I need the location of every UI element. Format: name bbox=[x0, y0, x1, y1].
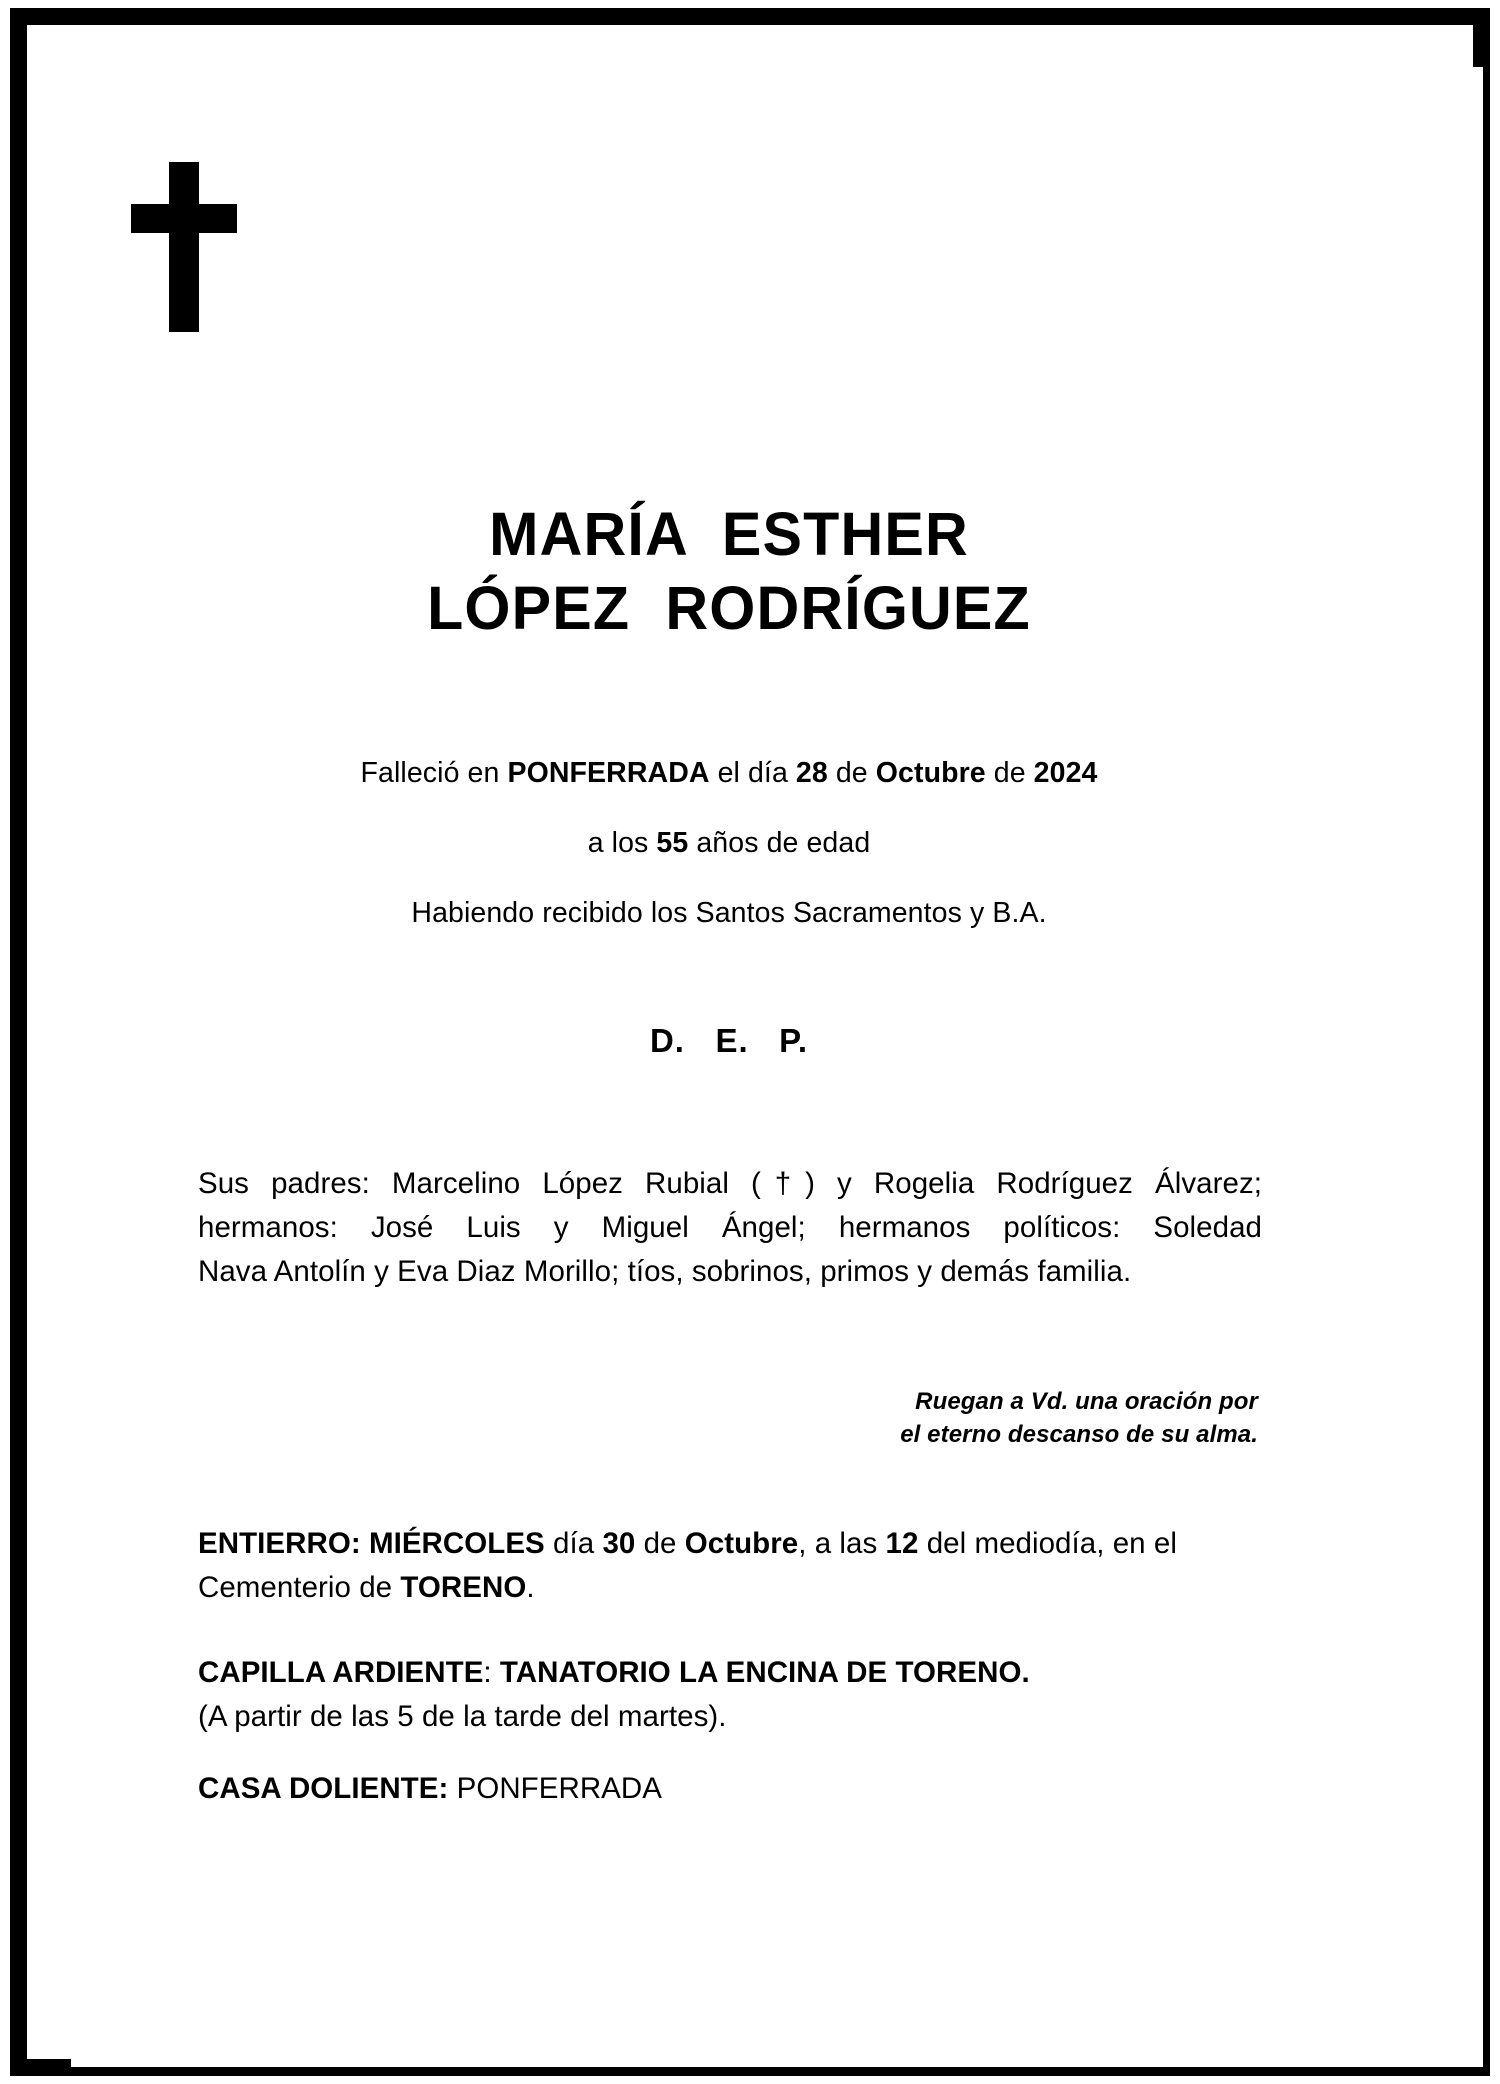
prayer-request bbox=[194, 1385, 1258, 1451]
mourning-house bbox=[198, 1767, 1262, 1811]
death-month: Octubre bbox=[875, 757, 986, 789]
death-of: de bbox=[827, 757, 876, 789]
family-paragraph bbox=[198, 1162, 1262, 1294]
death-line bbox=[194, 755, 1264, 791]
wake-details bbox=[198, 1651, 1262, 1739]
burial-weekday: MIÉRCOLES bbox=[368, 1527, 545, 1560]
burial-time-suffix: del mediodía, en el bbox=[918, 1527, 1177, 1560]
death-prefix: Falleció en bbox=[360, 757, 508, 789]
wake-separator: : bbox=[483, 1656, 500, 1689]
burial-place-prefix: Cementerio de bbox=[198, 1571, 401, 1604]
prayer-line-2: el eterno descanso de su alma. bbox=[900, 1421, 1258, 1448]
death-mid: el día bbox=[709, 757, 796, 789]
deceased-given-names: MARÍA ESTHER bbox=[489, 500, 969, 568]
deceased-surnames: LÓPEZ RODRÍGUEZ bbox=[427, 574, 1031, 642]
burial-place: TORENO bbox=[400, 1571, 527, 1604]
wake-note: (A partir de las 5 de la tarde del martes). bbox=[198, 1700, 727, 1733]
age-line bbox=[194, 825, 1264, 861]
death-day: 28 bbox=[795, 757, 828, 789]
sacraments-line: Habiendo recibido los Santos Sacramentos y B.A. bbox=[411, 897, 1047, 929]
death-year: 2024 bbox=[1033, 757, 1098, 789]
age-suffix: años de edad bbox=[688, 827, 871, 859]
mourning-house-label: CASA DOLIENTE: bbox=[198, 1772, 449, 1805]
notice-sheet bbox=[71, 67, 1483, 2067]
burial-of: de bbox=[635, 1527, 685, 1560]
mourning-house-value: PONFERRADA bbox=[448, 1772, 662, 1805]
page-border-frame bbox=[10, 8, 1490, 2076]
dep-abbreviation: D. E. P. bbox=[649, 1022, 809, 1059]
prayer-line-1: Ruegan a Vd. una oración por bbox=[915, 1388, 1258, 1415]
cross-horizontal-bar bbox=[131, 204, 237, 233]
wake-venue-line bbox=[198, 1651, 1262, 1695]
cross-vertical-bar bbox=[169, 162, 199, 332]
burial-label: ENTIERRO: bbox=[198, 1527, 369, 1560]
burial-time-prefix: , a las bbox=[798, 1527, 886, 1560]
wake-venue: TANATORIO LA ENCINA DE TORENO. bbox=[499, 1656, 1030, 1689]
age-value: 55 bbox=[656, 827, 689, 859]
burial-day: 30 bbox=[602, 1527, 636, 1560]
wake-label: CAPILLA ARDIENTE bbox=[198, 1656, 484, 1689]
death-place: PONFERRADA bbox=[507, 757, 710, 789]
death-of2: de bbox=[985, 757, 1034, 789]
age-prefix: a los bbox=[587, 827, 657, 859]
deceased-name bbox=[194, 497, 1264, 645]
burial-place-suffix: . bbox=[526, 1571, 535, 1604]
burial-month: Octubre bbox=[684, 1527, 799, 1560]
burial-details bbox=[198, 1522, 1262, 1610]
family-line-2: hermanos: José Luis y Miguel Ángel; hermanos políticos: Soledad bbox=[198, 1211, 1262, 1244]
latin-cross-icon bbox=[124, 162, 244, 332]
family-line-3: Nava Antolín y Eva Diaz Morillo; tíos, sobrinos, primos y demás familia. bbox=[198, 1255, 1132, 1288]
family-line-1: Sus padres: Marcelino López Rubial (†) y Rogelia Rodríguez Álvarez; bbox=[198, 1167, 1262, 1200]
burial-time: 12 bbox=[885, 1527, 919, 1560]
burial-day-prefix: día bbox=[544, 1527, 603, 1560]
